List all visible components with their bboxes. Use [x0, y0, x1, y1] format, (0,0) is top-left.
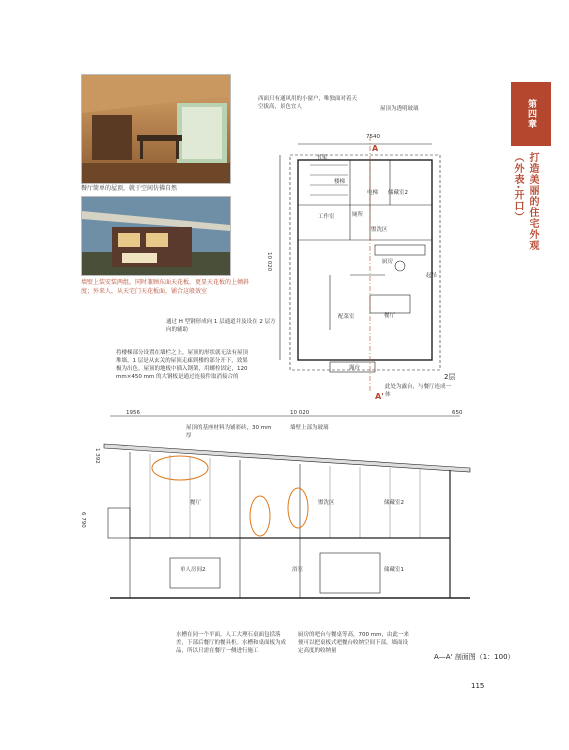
- section-dim-top-3: 650: [452, 410, 463, 416]
- interior-photo: [81, 74, 231, 184]
- section-intro-note: 将楼梯部分设置在墙栏之上，屋顶的形状就无法有屋顶堆墙。1 层是从玄关的屋顶走廊到楼的部分开下，效果极为出色。屋顶的地板中插入钢架，用螺栓固定，120 mm×450 mm 的大钢板是通过连接件取消接合的: [116, 350, 249, 380]
- plan-room-lift: 起吊: [426, 273, 438, 279]
- section-room-storage2: 储藏室2: [384, 500, 404, 506]
- section-room-dining: 餐厅: [190, 500, 202, 506]
- section-dim-left: 6 790: [80, 512, 86, 528]
- chapter-tab: 第四章: [511, 82, 551, 146]
- chapter-title: 打造美丽的住宅外观（外表·开口）: [512, 152, 538, 251]
- exterior-photo: [81, 196, 231, 276]
- section-dim-top-2: 10 020: [290, 410, 310, 416]
- floor-plan: [270, 130, 455, 410]
- plan-room-stairs: 楼梯: [334, 179, 346, 185]
- section-room-single-bedroom: 单人房间2: [180, 567, 206, 573]
- plan-room-toilet: 厕所: [352, 212, 364, 218]
- section-title: A—A' 剖面图（1：100）: [434, 653, 515, 661]
- plan-dim-height: 10 020: [266, 252, 272, 272]
- plan-room-closet: 配菜室: [338, 314, 355, 320]
- section-room-washroom: 盥洗区: [318, 500, 335, 506]
- photo2-caption: 墙壁上装安装两组，同时兼顾东面天花板，更显天花板的上倾斜度；外来人，从天宅门天花板面，铺合这般效室: [81, 279, 250, 295]
- plan-room-kitchen: 厨房: [382, 259, 394, 265]
- section-dim-left-top: 1 392: [94, 448, 100, 464]
- plan-room-washroom: 盥洗区: [371, 227, 388, 233]
- plan-room-elevator: 电梯: [367, 190, 379, 196]
- section-drawing: [70, 408, 500, 608]
- plan-room-workroom: 工作室: [318, 214, 335, 220]
- plan-room-bookshelf: 书架: [316, 155, 328, 161]
- section-wall-note: 墙壁上部为玻璃: [290, 425, 329, 431]
- section-roof-note: 屋顶的基座材料为铺彩砖，30 mm 厚: [186, 425, 272, 439]
- section-room-bathroom: 浴室: [292, 567, 304, 573]
- section-marker-a2: A': [375, 392, 384, 401]
- plan-note-top-left: 西面只有通风用的小窗户，唯独面对着天空拔高，景色宜人: [258, 96, 358, 110]
- plan-dim-width: 7540: [366, 134, 380, 140]
- section-room-storage1: 储藏室1: [384, 567, 404, 573]
- section-dim-top-1: 1956: [126, 410, 140, 416]
- section-note-bottom-right: 厨房的吧台与餐桌等高，700 mm，由此一来便可以把桌板式吧餐台收纳空间下部，墙面设定高度的收纳量: [298, 632, 409, 654]
- plan-room-terrace: 露台: [349, 365, 361, 371]
- plan-note-top-right: 屋顶为透明玻璃: [380, 106, 419, 112]
- plan-room-dining: 餐厅: [384, 313, 396, 319]
- section-note-bottom-left: 水槽在同一个平面。人工大理石桌面包括落差，下部后餐厅的餐具柜。水槽和桌面板为成品，所以只需在餐厅一侧进行施工: [176, 632, 287, 654]
- photo1-caption: 餐厅简单的屋顶，就于空间仿佛自然: [81, 185, 178, 192]
- plan-room-storage2: 储藏室2: [388, 190, 408, 196]
- section-marker-a: A: [372, 144, 379, 153]
- plan-note-bottom-right: 此处为露台，与餐厅连成一体: [385, 384, 452, 398]
- page-number: 115: [471, 682, 485, 690]
- floor-label: 2层: [444, 373, 456, 381]
- plan-note-mid-left: 通过 H 型钢形成向 1 层通道并及设在 2 层方向的辅助: [166, 319, 276, 333]
